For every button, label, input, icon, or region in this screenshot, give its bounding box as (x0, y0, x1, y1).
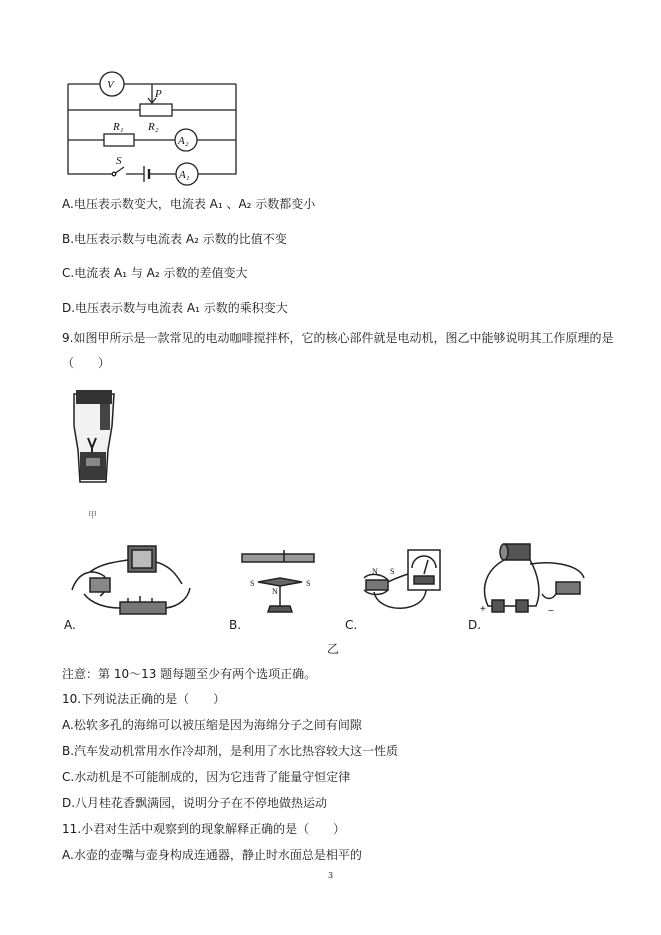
switch-label: S (116, 155, 122, 167)
figure-option-c (354, 544, 448, 620)
r1-label: R₁ (113, 121, 124, 133)
q8-option-c: C.电流表 A₁ 与 A₂ 示数的差值变大 (62, 266, 248, 280)
note-line: 注意：第 10～13 题每题至少有两个选项正确。 (62, 667, 317, 681)
figure-option-d (476, 540, 594, 620)
svg-text:−: − (548, 606, 554, 617)
figure-option-b-label: B. (229, 618, 242, 632)
figure-option-c-label: C. (345, 618, 358, 632)
ammeter-a1-label: A₁ (179, 169, 190, 181)
voltmeter-label: V (107, 79, 114, 91)
q8-option-a: A.电压表示数变大，电流表 A₁ 、A₂ 示数都变小 (62, 197, 316, 211)
figure-option-a-label: A. (64, 618, 76, 632)
q10-option-c: C.水动机是不可能制成的，因为它违背了能量守恒定律 (62, 770, 351, 784)
figure-option-d-label: D. (468, 618, 482, 632)
figure-jia-label: 甲 (88, 511, 98, 521)
figure-yi-label: 乙 (327, 642, 340, 656)
fig-b-s-left: S (250, 579, 255, 588)
q10-stem: 10.下列说法正确的是（ ） (62, 692, 226, 706)
figure-option-a (70, 542, 198, 620)
circuit-diagram (60, 66, 246, 186)
q8-option-b: B.电压表示数与电流表 A₂ 示数的比值不变 (62, 232, 287, 246)
q10-option-b: B.汽车发动机常用水作冷却剂，是利用了水比热容较大这一性质 (62, 744, 399, 758)
coffee-cup-figure (70, 386, 120, 486)
fig-c-n: N (372, 567, 378, 576)
page-number: 3 (328, 871, 334, 880)
fig-c-s: S (390, 567, 395, 576)
q9-stem-line1: 9.如图甲所示是一款常见的电动咖啡搅拌杯，它的核心部件就是电动机，图乙中能够说明其工作原理的是 (62, 331, 614, 345)
ammeter-a2-label: A₂ (178, 135, 189, 147)
fig-b-n: N (272, 587, 278, 596)
q10-option-a: A.松软多孔的海绵可以被压缩是因为海绵分子之间有间隙 (62, 718, 362, 732)
q11-stem: 11.小君对生活中观察到的现象解释正确的是（ ） (62, 822, 346, 836)
slider-label: P (155, 88, 162, 100)
q8-option-d: D.电压表示数与电流表 A₁ 示数的乘积变大 (62, 301, 288, 315)
q10-option-d: D.八月桂花香飘满园，说明分子在不停地做热运动 (62, 796, 328, 810)
fig-b-s-right: S (306, 579, 311, 588)
figure-option-b (236, 548, 326, 618)
q11-option-a: A.水壶的壶嘴与壶身构成连通器，静止时水面总是相平的 (62, 848, 362, 862)
svg-text:+: + (480, 604, 486, 615)
r2-label: R₂ (148, 121, 159, 133)
q9-stem-line2: （ ） (62, 356, 111, 370)
